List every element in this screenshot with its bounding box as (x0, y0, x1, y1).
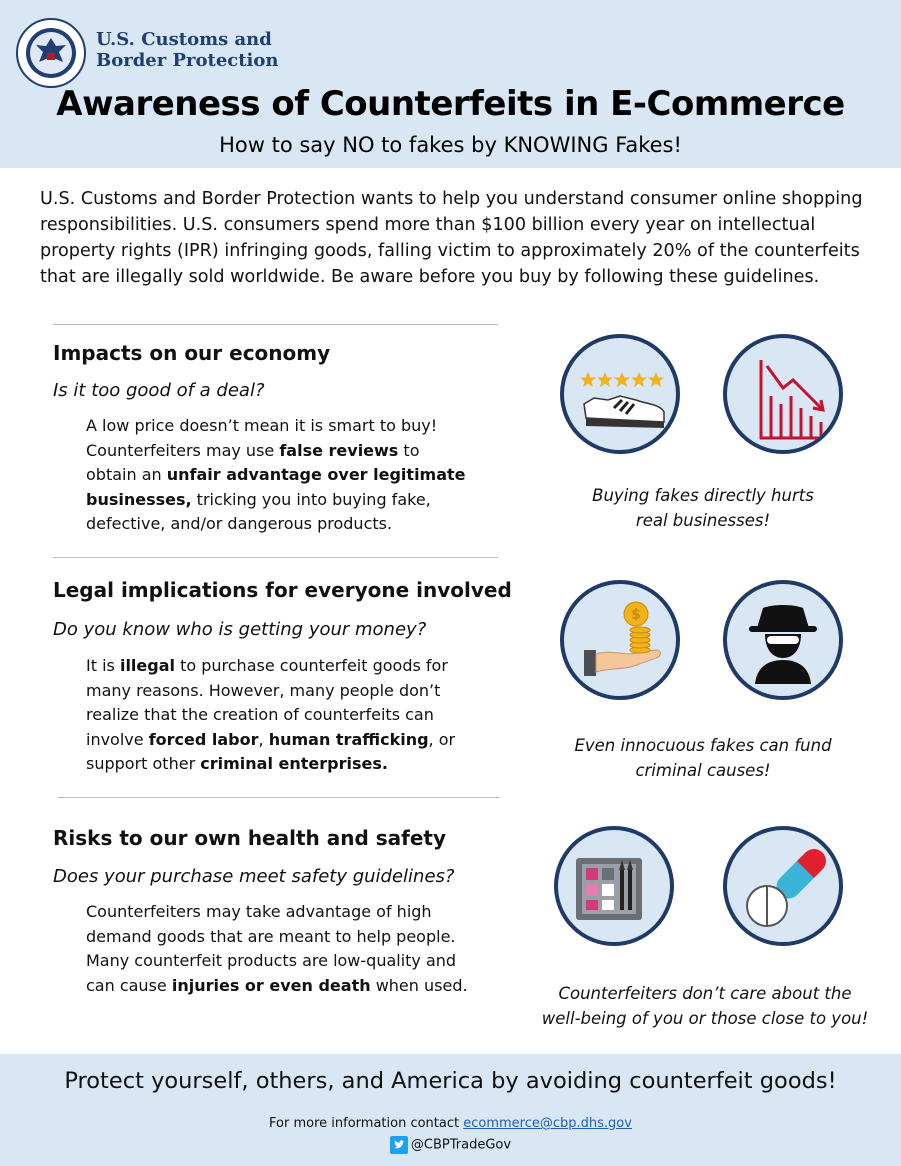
section-divider (58, 797, 500, 798)
contact-prefix: For more information contact (269, 1116, 464, 1131)
section-title-health: Risks to our own health and safety (53, 826, 447, 850)
section-body-economy (86, 414, 471, 537)
agency-name (96, 29, 279, 71)
section-body-legal (86, 654, 471, 777)
section-question-health: Does your purchase meet safety guidelines? (53, 866, 455, 887)
spy-icon (723, 580, 843, 700)
caption-economy-line1: Buying fakes directly hurts (592, 486, 814, 505)
section-question-economy: Is it too good of a deal? (53, 380, 265, 401)
twitter-handle[interactable]: @CBPTradeGov (410, 1137, 512, 1153)
contact-line (0, 1116, 901, 1131)
section-title-economy: Impacts on our economy (53, 341, 331, 365)
body-text: , or support other (86, 729, 456, 773)
caption-health-line2: well-being of you or those close to you! (541, 1009, 869, 1028)
twitter-line (0, 1136, 901, 1154)
body-text: , (258, 729, 269, 749)
dhs-seal-icon (16, 18, 86, 88)
caption-legal-line1: Even innocuous fakes can fund (574, 736, 832, 755)
body-text: when used. (370, 975, 468, 995)
emphasis-text: human trafficking (268, 729, 429, 749)
body-text: tricking you into buying fake, defective, and/or dangerous products. (86, 489, 431, 533)
contact-email-link[interactable]: ecommerce@cbp.dhs.gov (463, 1116, 632, 1131)
emphasis-text: false reviews (279, 440, 399, 460)
emphasis-text: unfair advantage over legitimate businesses, (86, 465, 466, 509)
page-subtitle: How to say NO to fakes by KNOWING Fakes! (219, 133, 682, 157)
caption-economy (560, 483, 846, 533)
agency-name-line1: U.S. Customs and (96, 29, 272, 50)
body-text: A low price doesn’t mean it is smart to buy! Counterfeiters may use (86, 416, 438, 460)
emphasis-text: illegal (119, 656, 175, 675)
declining-chart-icon (723, 334, 843, 454)
caption-legal (560, 733, 846, 783)
section-title-legal: Legal implications for everyone involved (53, 578, 512, 602)
caption-health (530, 981, 880, 1031)
makeup-palette-icon (554, 826, 674, 946)
emphasis-text: criminal enterprises. (200, 754, 388, 773)
section-divider (53, 324, 498, 325)
emphasis-text: injuries or even death (171, 975, 371, 995)
pills-icon (723, 826, 843, 946)
twitter-icon (390, 1136, 408, 1154)
section-divider (53, 557, 498, 558)
agency-name-line2: Border Protection (96, 50, 279, 71)
hand-with-coins-icon (560, 580, 680, 700)
caption-legal-line2: criminal causes! (635, 761, 771, 780)
caption-health-line1: Counterfeiters don’t care about the (558, 984, 852, 1003)
footer-message: Protect yourself, others, and America by avoiding counterfeit goods! (64, 1068, 837, 1094)
svg-text:$: $ (631, 607, 641, 623)
section-body-health (86, 900, 471, 998)
intro-paragraph: U.S. Customs and Border Protection wants to help you understand consumer online shopping responsibilities. U.S. consumers spend more than $100 billion every year on intellectual property rights (IPR) infringing goods, falling victim to approximately 20% of the counterfeits that are illegally sold worldwide. Be aware before you buy by following these guidelines. (40, 189, 863, 287)
section-question-legal: Do you know who is getting your money? (53, 619, 427, 640)
caption-economy-line2: real businesses! (635, 511, 771, 530)
body-text: It is (86, 656, 120, 675)
sneaker-with-stars-icon (560, 334, 680, 454)
body-text: Counterfeiters may take advantage of high demand goods that are meant to help people. Many counterfeit products are low-quality and can cause (86, 902, 457, 995)
body-text: to purchase counterfeit goods for many reasons. However, many people don’t realize that the creation of counterfeits can involve (86, 656, 448, 749)
body-text: to obtain an (86, 440, 420, 484)
emphasis-text: forced labor (148, 729, 259, 749)
page-title: Awareness of Counterfeits in E-Commerce (56, 84, 845, 124)
